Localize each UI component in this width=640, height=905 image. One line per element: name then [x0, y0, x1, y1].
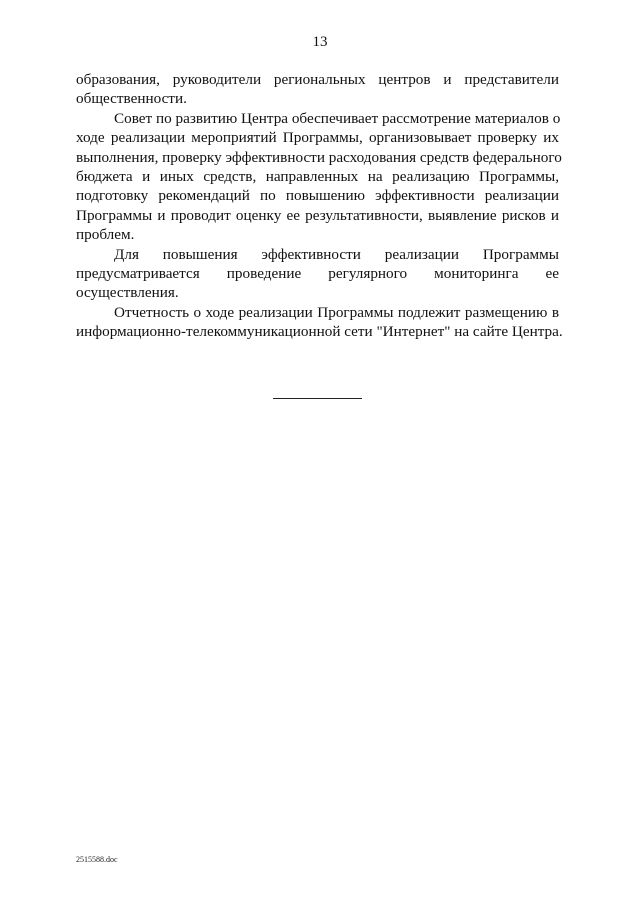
- paragraph-line: Совет по развитию Центра обеспечивает рассмотрение материалов о: [114, 109, 561, 127]
- paragraph-line: общественности.: [76, 90, 187, 108]
- paragraph-1: [76, 70, 559, 109]
- paragraph-2: [76, 109, 562, 245]
- paragraph-line: ходе реализации мероприятий Программы, организовывает проверку их: [76, 129, 559, 147]
- paragraph-3: [76, 245, 559, 303]
- document-code: 2515588.doc: [76, 855, 118, 864]
- paragraph-line: подготовку рекомендаций по повышению эффективности реализации: [76, 187, 559, 205]
- paragraph-line: информационно-телекоммуникационной сети "Интернет" на сайте Центра.: [76, 323, 563, 341]
- paragraph-line: проблем.: [76, 226, 135, 244]
- paragraph-line: бюджета и иных средств, направленных на реализацию Программы,: [76, 168, 559, 186]
- document-body: [76, 70, 563, 342]
- paragraph-line: Программы и проводит оценку ее результативности, выявление рисков и: [76, 206, 559, 224]
- paragraph-line: выполнения, проверку эффективности расходования средств федерального: [76, 148, 562, 166]
- paragraph-line: образования, руководители региональных центров и представители: [76, 71, 559, 88]
- paragraph-line: Отчетность о ходе реализации Программы подлежит размещению в: [114, 303, 559, 321]
- page-number: 13: [312, 34, 328, 50]
- paragraph-line: осуществления.: [76, 284, 179, 302]
- paragraph-line: предусматривается проведение регулярного мониторинга ее: [76, 265, 559, 283]
- end-separator-line: [273, 398, 362, 399]
- paragraph-line: Для повышения эффективности реализации Программы: [114, 245, 559, 263]
- paragraph-4: [76, 303, 563, 342]
